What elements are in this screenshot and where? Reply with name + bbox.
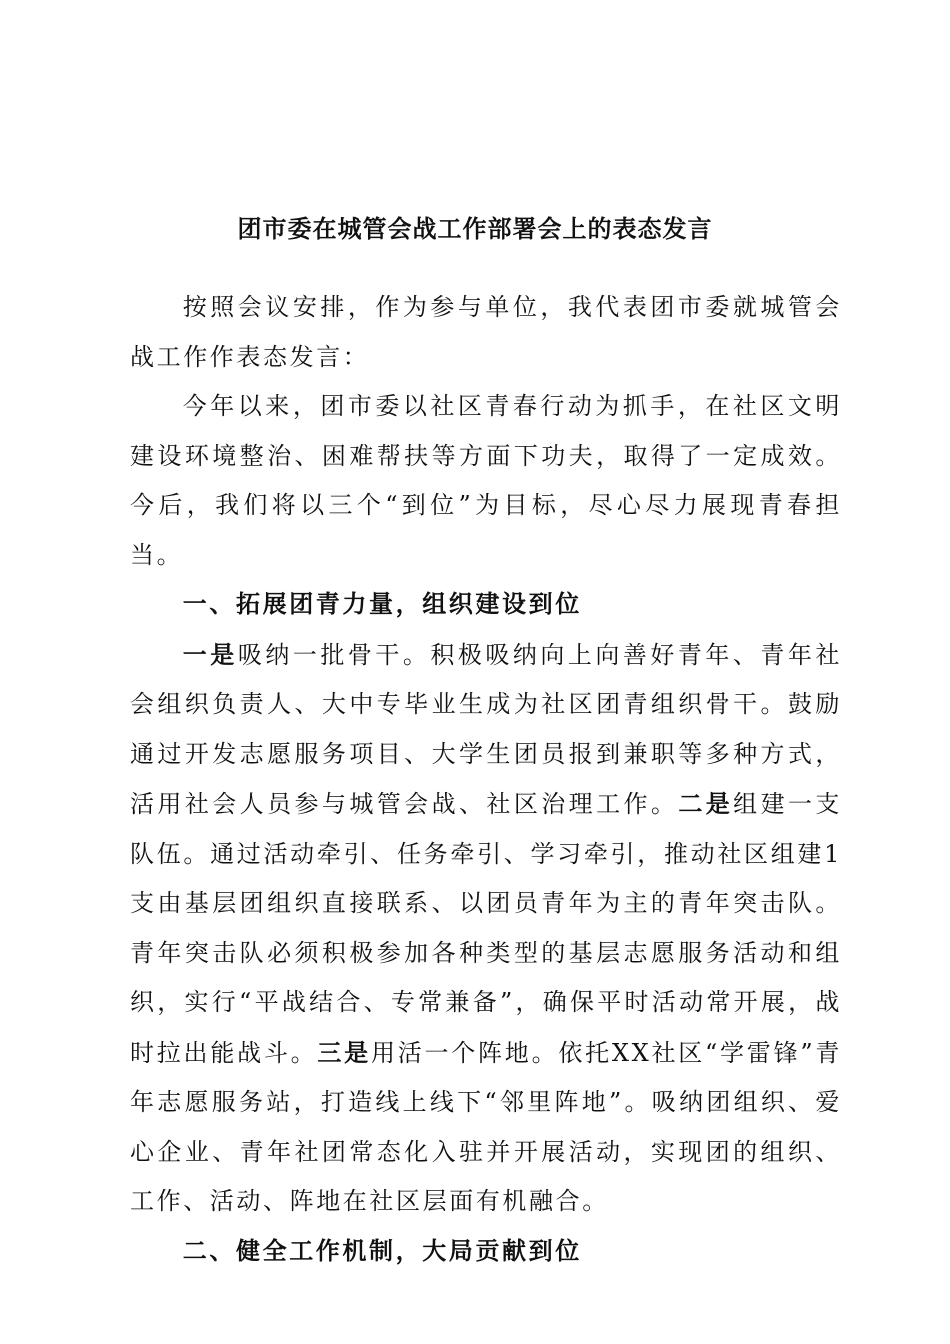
point-3-lead: 三是 xyxy=(317,1037,371,1067)
point-2-text: 组建一支队伍。通过活动牵引、任务牵引、学习牵引，推动社区组建1支由基层团组织直接联系、以团员青年为主的青年突击队。青年突击队必须积极参加各种类型的基层志愿服务活动和组织，实行“平战结合、专常兼备”，确保平时活动常开展，战时拉出能战斗。 xyxy=(130,790,843,1067)
intro-paragraph-2: 今年以来，团市委以社区青春行动为抓手，在社区文明建设环境整治、困难帮扶等方面下功夫，取得了一定成效。今后，我们将以三个“到位”为目标，尽心尽力展现青春担当。 xyxy=(130,392,842,569)
document-title: 团市委在城管会战工作部署会上的表态发言 xyxy=(237,214,713,243)
section-1-paragraph xyxy=(130,630,842,1227)
document-body xyxy=(130,283,842,1276)
section-2-heading: 二、健全工作机制，大局贡献到位 xyxy=(182,1236,582,1265)
point-1-lead: 一是 xyxy=(182,639,238,669)
intro-paragraph-1: 按照会议安排，作为参与单位，我代表团市委就城管会战工作作表态发言： xyxy=(130,293,842,371)
section-1-heading: 一、拓展团青力量，组织建设到位 xyxy=(182,590,582,618)
point-3-text: 用活一个阵地。依托XX社区“学雷锋”青年志愿服务站，打造线上线下“邻里阵地”。吸纳团组织、爱心企业、青年社团常态化入驻并开展活动，实现团的组织、工作、活动、阵地在社区层面有机融合。 xyxy=(130,1038,842,1215)
point-1-text: 吸纳一批骨干。积极吸纳向上向善好青年、青年社会组织负责人、大中专毕业生成为社区团青组织骨干。鼓励通过开发志愿服务项目、大学生团员报到兼职等多种方式，活用社会人员参与城管会战、社区治理工作。 xyxy=(130,640,842,818)
point-2-lead: 二是 xyxy=(678,789,734,818)
